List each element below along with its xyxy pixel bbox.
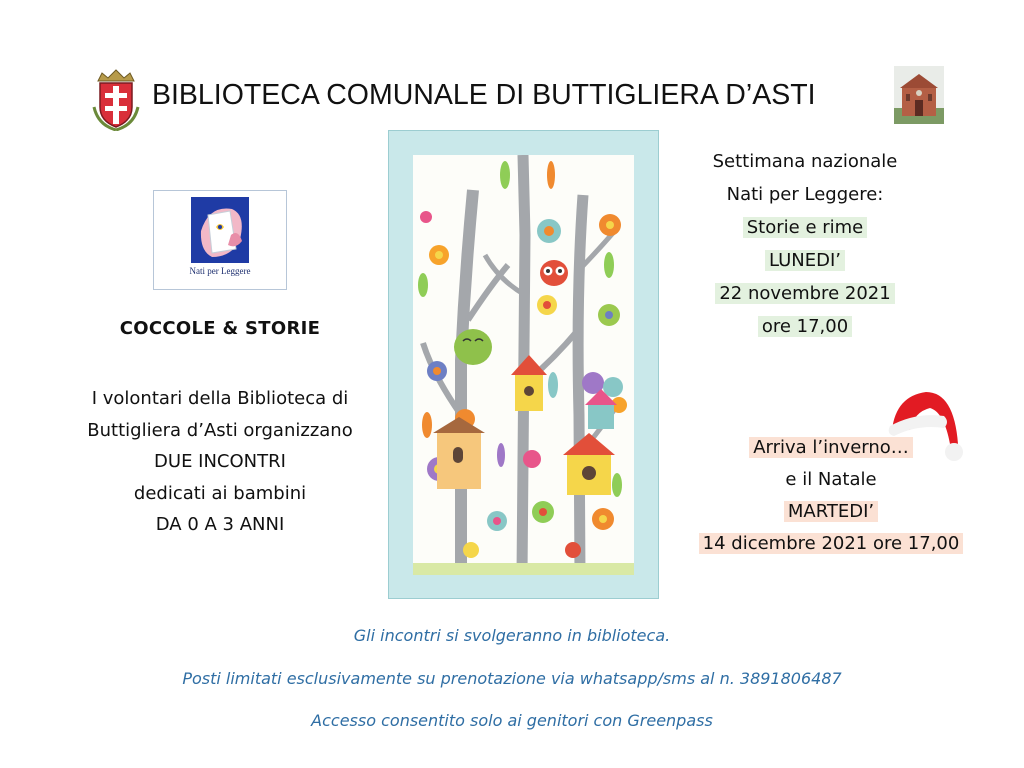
illustration-canvas [413, 155, 634, 575]
event-2-details [676, 432, 986, 560]
booking-note: Posti limitati esclusivamente su prenotazione via whatsapp/sms al n. 3891806487 [182, 669, 842, 688]
event-2-line: e il Natale [785, 469, 877, 490]
intro-line: DUE INCONTRI [154, 451, 286, 472]
event-1-line: Settimana nazionale [712, 151, 898, 172]
location-note: Gli incontri si svolgeranno in biblioteca. [353, 626, 671, 645]
event-1-line: LUNEDI’ [765, 250, 845, 271]
event-1-line: Storie e rime [743, 217, 868, 238]
nati-per-leggere-logo [153, 190, 287, 290]
intro-line: Buttigliera d’Asti organizzano [87, 419, 353, 441]
illustration-owls-trees [388, 130, 659, 599]
event-1-date: 22 novembre 2021 [715, 283, 894, 304]
page-title: BIBLIOTECA COMUNALE DI BUTTIGLIERA D’ASTI [152, 79, 816, 111]
event-2-date-time: 14 dicembre 2021 ore 17,00 [699, 533, 964, 554]
event-1-line: Nati per Leggere: [726, 184, 884, 205]
intro-line: I volontari della Biblioteca di [91, 388, 349, 409]
intro-line: DA 0 A 3 ANNI [155, 514, 285, 535]
intro-line: dedicati ai bambini [133, 482, 307, 504]
greenpass-note: Accesso consentito solo ai genitori con Greenpass [311, 711, 713, 730]
intro-text [40, 383, 400, 541]
municipal-crest-icon [88, 67, 144, 131]
event-2-line: MARTEDI’ [784, 501, 878, 522]
church-icon [894, 66, 944, 124]
event-1-time: ore 17,00 [758, 316, 852, 337]
event-2-line: Arriva l’inverno… [749, 437, 913, 458]
event-1-details [680, 146, 930, 344]
event-heading: COCCOLE & STORIE [119, 318, 321, 339]
logo-text: Nati per Leggere [189, 266, 251, 276]
